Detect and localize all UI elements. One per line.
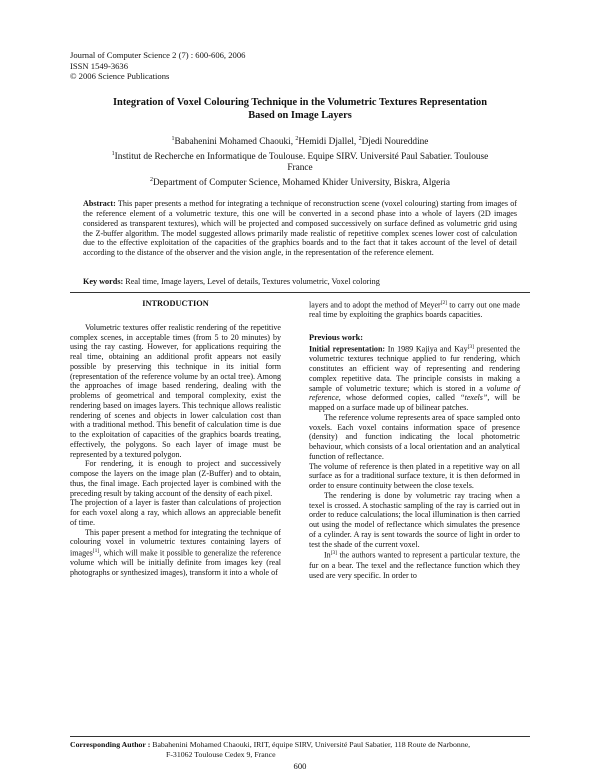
intro-paragraph-1: Volumetric textures offer realistic rendering of the repetitive complex scenes, in acceptable times (from 5 to 20 minutes) by using the ray casting. However, for applications requiring the real time, obtaining an additional profit appears not easily possible by preserving this technique in its initial form (representation of the reference volume by an octal tree). Among the approaches of image based rendering, dealing with the problems of geometrical and temporal complexity, exist the rendering based on images layers. This technique allows realistic rendering of scenes and objects in lower calculation cost than with a traditional method. This benefit of calculation time is due to the exploitation of capacities of the graphics boards treating, effectively, the polygons. So each layer of image must be represented by a textured polygon. (70, 322, 281, 459)
previous-work-paragraph-2: The reference volume represents area of space sampled onto voxels. Each voxel contains information space of presence (density) and function indicating the local photometric behaviour, which consists of a local orientation and an analytical function of reflectance. (309, 412, 520, 461)
copyright: © 2006 Science Publications (70, 71, 170, 82)
subheading-initial-representation: Initial representation: (309, 344, 386, 354)
paper-title: Integration of Voxel Colouring Technique in the Volumetric Textures Representation Based on Image Layers (113, 97, 487, 121)
keywords-label: Key words: (83, 277, 124, 286)
previous-work-paragraph-5: In[3] the authors wanted to represent a particular texture, the fur on a bear. The texel and the reflectance function which they used are very specific. In order to (309, 550, 520, 580)
keywords (83, 277, 517, 287)
abstract (83, 199, 517, 258)
section-heading-introduction: INTRODUCTION (142, 299, 209, 308)
section-heading-previous-work: Previous work: (309, 333, 364, 343)
corresponding-author: Corresponding Author : Babahenini Mohamed Chaouki, IRIT, équipe SIRV, Université Paul Sabatier, 118 Route de Narbonne, F-31062 Toulouse Cedex 9, France (70, 740, 471, 759)
intro-paragraph-2: For rendering, it is enough to project and successively compose the layers on the image plan (Z-Buffer) and to obtain, thus, the final image. Each projected layer is combined with the preceding result by taking account of the density of each pixel. (70, 459, 281, 498)
keywords-text: Real time, Image layers, Level of details, Textures volumetric, Voxel coloring (123, 277, 380, 286)
author-block (70, 134, 530, 190)
abstract-text: This paper presents a method for integrating a technique of reconstruction scene (voxel colouring) starting from images of the reference element of a volumetric texture, this one will be converted in a second phase into a whole of layers (2D images considered as transparent textures), which will be projected and composed successively on surface defined as volumetric grid using the Z-buffer algorithm. The model suggested allows primarily made realistic of repetitive complex scenes lower cost of calculation due to the effective exploitation of the capacities of the graphics boards and to the fact that it takes account of the level of detail according to the distance of the observer and the vision angle, in the representation of the reference element. (83, 199, 517, 258)
page-number: 600 (293, 761, 307, 771)
previous-work-paragraph-4: The rendering is done by volumetric ray tracing when a texel is crossed. A stochastic sampling of the ray is carried out in order to reduce calculations; the local illumination is then carried out using the model of reflectance which simulates the presence of a cylinder. A ray is sent towards the source of light in order to test the shade of the current voxel. (309, 490, 520, 549)
right-column (309, 299, 520, 580)
corresponding-author-label: Corresponding Author : (70, 740, 151, 749)
initial-representation-paragraph: Initial representation: In 1989 Kajiya and Kay[3] presented the volumetric textures technique applied to fur rendering, which constitutes an efficient way of representing and rendering complex repetitive data. The principle consists in making a sample of volumetric texture; which is stored in a volume of reference, whose deformed copies, called “texels”, will be mapped on a surface made up of bilinear patches. (309, 343, 520, 413)
intro-paragraph-3: The projection of a layer is faster than calculations of projection for each voxel along a ray, which allows an appreciable benefit of time. (70, 498, 281, 527)
intro-paragraph-4: This paper present a method for integrating the technique of colouring voxel in volumetric textures containing layers of images[1], which will make it possible to generalize the reference volume which will be initially definite from images key (real photographs or synthesized images), transform it into a whole of (70, 527, 281, 578)
issn: ISSN 1549-3636 (70, 60, 129, 71)
previous-work-paragraph-3: The volume of reference is then plated in a repetitive way on all surface as for a traditional surface texture, it is then deformed in order to ensure continuity between the close texels. (309, 461, 520, 491)
abstract-label: Abstract: (83, 199, 116, 208)
journal-citation: Journal of Computer Science 2 (7) : 600-606, 2006 (70, 50, 246, 60)
author-names: $^1$Babahenini Mohamed Chaouki, $^2$Hemidi Djallel, $^2$Djedi Noureddine (171, 136, 429, 148)
affiliation-1: $^1$Institut de Recherche en Informatique de Toulouse. Equipe SIRV. Université Paul Sabatier. Toulouse (111, 150, 489, 162)
divider-top (70, 292, 530, 293)
left-column (70, 299, 281, 578)
journal-header (70, 50, 245, 82)
affiliation-2: $^2$Department of Computer Science, Mohamed Khider University, Biskra, Algeria (149, 176, 451, 189)
right-paragraph-0: layers and to adopt the method of Meyer[2] to carry out one made real time by exploiting the graphics boards capacities. (309, 300, 520, 320)
affiliation-1-country: France (287, 163, 313, 174)
divider-bottom (70, 736, 530, 737)
